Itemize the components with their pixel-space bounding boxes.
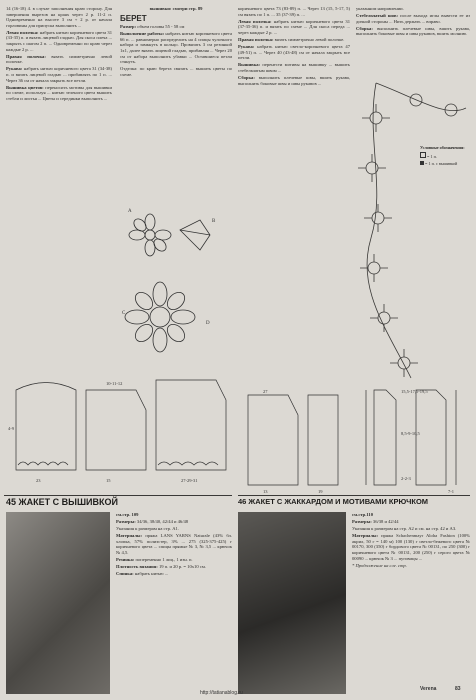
sec46-note: Указания к размерам на стр. А2 и см. на стр. 42 и А3. [352,526,457,532]
left-dim-4: 4-9 [8,426,14,431]
mid-dim-2: 13 [263,489,268,494]
dim-4: 7-1 [448,489,454,494]
vine-embroidery-chart [356,78,470,388]
diagram-label-a: A [128,209,132,214]
sec45-mat-label: Материалы: [116,533,143,539]
beret-size-value: объем головы 55 - 58 см [137,24,185,30]
diagram-label-d: D [206,321,210,326]
col3-text-1: коричневого цвета 73 (83-89) п. ... Через 13 (15, 5-17, 5) см вязать по 1 п. ... 35 (37-39) п. ... [238,6,350,17]
sec46-size-value: 36/38 и 42/44 [372,519,399,525]
sec45-pattern-value: попеременно 1 лиц., 1 изн. п. [135,557,193,563]
col1-left-text: набрать нитью коричневого цвета 31 (33-35) п. и вязать лицевой гладью. Для скоса плеча ... закрыть с шагом 2 п. ... Одновременно по краю через каждые 2 р. ... [6,29,112,52]
jacket-schematic-left [6,370,232,490]
mid-dim-3: 19 [318,489,323,494]
sec45-size-label: Размеры: [116,519,136,525]
left-dim-3: 27-29-31 [181,478,198,483]
col1-sleeve-heading: Рукава: [6,66,23,72]
beret-title: БЕРЕТ [120,13,147,23]
left-dim-1: 23 [36,478,41,483]
sec45-back-label: Спинка: [116,571,134,577]
col1-embroidery-text: переносить мотивы для вышивки по схеме, используя ... нитью зеленого цвета вышить стебли и листья ... Цветы и серединки выполнить ... [6,84,112,101]
legend-title: Условные обозначения: [420,145,465,150]
dim-2: 8,5-9-10,5 [401,431,420,436]
sec45-back-value: набрать нитью ... [134,571,169,577]
sec45-density-value: 19 п. и 20 р. = 10x10 см. [158,564,206,570]
dim-3: 2-2-3 [401,476,411,481]
legend-square-icon [420,152,426,158]
col4-stitch-text: после выхода иглы вывести ее из дичной стороны ... Нить держать ... вправо. [356,13,471,24]
diagram-label-b: B [212,219,216,224]
beret-size-label: Размер: [120,24,137,30]
photo-jacket-45 [6,512,110,694]
sec45-density-label: Плотность вязания: [116,564,158,570]
col3-assembly-heading: Сборка: [238,75,255,81]
col3-assembly-text: выполнить плечевые швы, вшить рукава, выполнить боковые швы и швы рукавов ... [238,75,350,86]
magazine-name: Verena [420,686,437,692]
sec46-mat-label: Материалы: [352,533,379,539]
col3-right-heading: Правая полочка: [238,36,274,42]
sec45-pattern-label: Резинка: [116,557,135,563]
section-46-title: 46 ЖАКЕТ С ЖАККАРДОМ И МОТИВАМИ КРЮЧКОМ [238,497,429,506]
section-45-rule [4,495,232,496]
col3-left-text: набрать нитью коричневого цвета 31 (37-35-36) п. и вязать по схеме ... Для скоса переда ... через каждые 2 р. ... [238,18,350,35]
col4-text-1: указанном направлении. [356,6,404,11]
col1-left-heading: Левая полочка: [6,29,39,35]
col1-right-heading: Правая полочка: [6,53,46,59]
sec46-mat-value: пряжа Schachenmayr Aloha Fashion (100% акрил, 50 г = 140 м) 100 (130) г светло-бежевого цвета № 00170, 300 (350) г бордового цвета № 00131, по 250 (300) г коричневого цвета № 00131, 200 (250) г серого цвета № 00090 ... крючок № 3 ... пуговицы ... [352,533,470,561]
column-2 [120,6,232,79]
column-4 [356,6,470,38]
section-46-text [352,512,470,570]
col4-assembly-text: выполнить плечевые швы, вшить рукава, выполнить боковые швы и швы рукавов, вшить молнию. [356,25,470,37]
col3-right-text: вязать симметрично левой полочке. [274,36,345,42]
left-dim-2: 15 [106,478,111,483]
legend-dot-icon [420,161,424,165]
column-3 [238,6,350,88]
diagram-label-c: C [122,311,126,316]
section-46-rule [238,495,470,496]
col3-sleeve-heading: Рукава: [238,44,255,50]
section-45-photo-ref: см.стр. 109 [116,512,139,517]
beret-finish-text: Отделка: по краю берета связать ... вышить цветы по схеме. [120,66,232,77]
column-1 [6,6,112,103]
col3-left-heading: Левая полочка: [238,18,272,24]
watermark-url: http://tatianablog.ru [200,690,243,696]
beret-work-heading: Выполнение работы: [120,31,165,37]
sec45-note: Указания к размерам на стр. А1. [116,526,179,532]
section-46-photo-ref: см.стр.110 [352,512,374,517]
jacket-schematic-middle [238,385,350,495]
col1-embroidery-heading: Вышивка цветов: [6,84,44,90]
petal-diagram [120,272,232,362]
sec46-footnote: * Продолжение на сле. стр. [352,562,407,568]
sec46-size-label: Размеры: [352,519,372,525]
sec45-mat-value: пряжа LANS YARNS Naturale (43% бл. хлопка, 57% полиэстер, 3% ... 275 (325-375-425) г коричневого цвета ... спицы прямые № 3, № 3,5 ... крючок № 4,5. [116,533,232,556]
col3-embroidery-heading: Вышивка: [238,62,261,68]
embroidery-ref: вышивки: смотри стр. 89 [149,6,203,11]
mid-dim-1: 27 [263,389,268,394]
sec45-size-value: 34/36, 38/40, 42/44 и 46/48 [136,519,189,525]
left-dim-5: 10-11-12 [106,381,123,386]
col3-embroidery-text: перенести мотивы на вышивку ... вышить стебельчатым швом ... [238,62,350,73]
photo-jacket-46 [238,512,346,694]
legend-item-2: = 1 п. с вышивкой [425,161,458,167]
jacket-schematic-right [356,385,470,495]
beret-work-text: набрать нитью коричневого цвета 66 п. ... равномерно распределить на 4 спицы чулочного набора и замкнуть в кольцо. Провязать 3 см резинкой 1x1, далее вязать лицевой гладью, прибавляя ... Через 20 см от набора выполнить убавки ... Оставшиеся петли стянуть. [120,31,232,65]
dim-1: 15,5-17,5-19,5 [401,389,428,394]
col4-assembly-heading: Сборка: [356,25,373,31]
page-number: 83 [455,686,461,692]
col1-sleeve-text: набрать нитью коричневого цвета 31 (34-38) п. и вязать лицевой гладью ... прибавлять по 1 п. ... Через 36 см от начала закрыть все петли. [6,66,112,83]
legend-item-1: = 1 п. [427,154,437,160]
flower-diagram [120,200,232,270]
col1-right-text: вязать симметрично левой полочке. [6,53,112,65]
section-45-text [116,512,232,578]
legend [420,145,468,168]
col4-stitch-heading: Стебельчатый шов: [356,13,398,19]
col1-text-1: 14 (16-18) 4. в случае заполнения краю сторону. Для завершения вырезов на краях через 2 р. 11-2 п. Одновременно на высоте 3 см + 2 р. от начала горловины для припуска выполнить ... [6,6,112,28]
col3-sleeve-text: набрать нитью светло-коричневого цвета 47 (49-51) п. ... Через 40 (43-48) см от начала закрыть все петли. [238,44,350,61]
section-45-title: 45 ЖАКЕТ С ВЫШИВКОЙ [6,497,118,507]
